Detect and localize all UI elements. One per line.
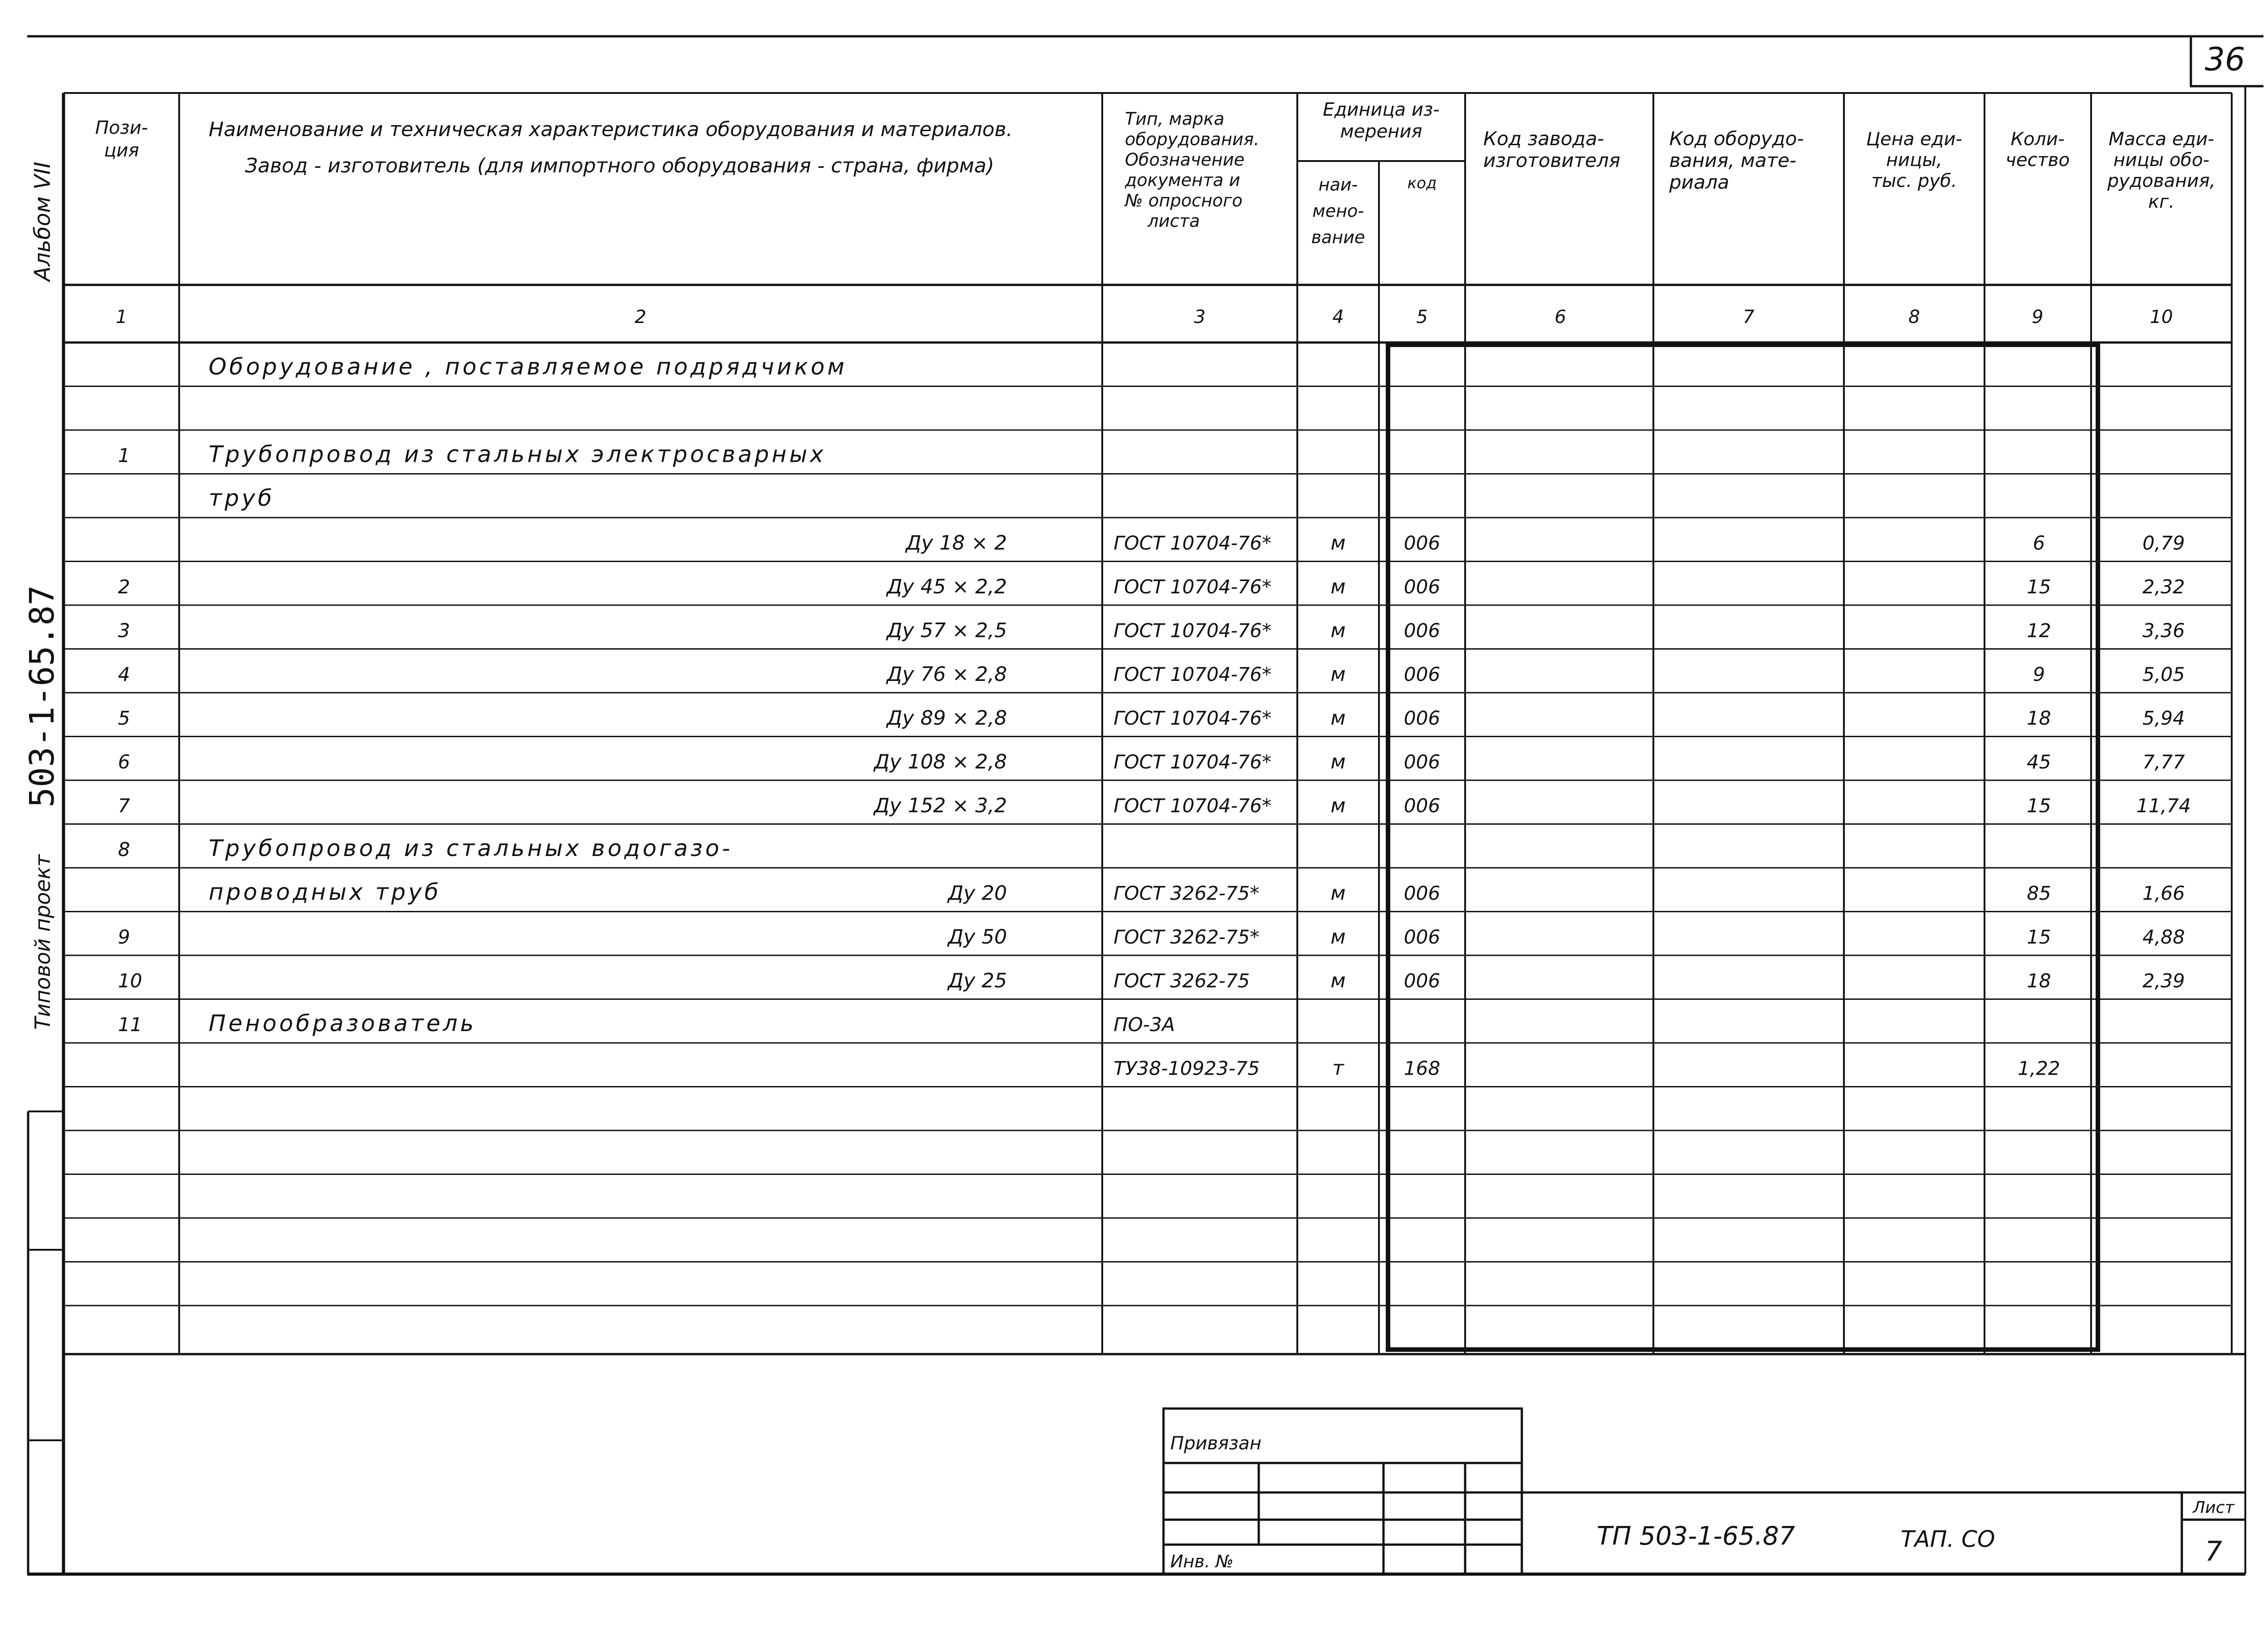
column-number: 4	[1332, 307, 1344, 328]
album-label: Альбом VII	[30, 161, 55, 281]
row-unit: м	[1330, 706, 1346, 730]
row-unit: м	[1330, 794, 1346, 817]
row-name: Оборудование , поставляемое подрядчиком	[209, 353, 847, 380]
row-quantity: 18	[2027, 969, 2051, 992]
row-mass: 5,94	[2142, 707, 2185, 729]
row-position: 11	[118, 1013, 142, 1036]
row-quantity: 6	[2033, 532, 2045, 554]
column-number: 10	[2150, 307, 2173, 328]
row-unit-code: 006	[1403, 532, 1441, 554]
row-unit: м	[1330, 575, 1346, 598]
row-name: Пенообразователь	[209, 1010, 477, 1037]
column-number: 2	[635, 307, 646, 328]
header-quantity: Коли-чество	[2005, 129, 2070, 171]
column-number: 8	[1908, 307, 1920, 328]
row-mass: 7,77	[2142, 751, 2185, 773]
row-unit: м	[1330, 881, 1346, 905]
table-row	[118, 707, 2185, 730]
row-quantity: 45	[2027, 751, 2051, 773]
stamp-inv-no-label: Инв. №	[1170, 1551, 1234, 1571]
header-name: Наименование и техническая характеристика оборудования и материалов. Завод - изготовитель (для импортного оборудования - страна, фирма)	[209, 118, 1013, 177]
row-position: 7	[118, 794, 130, 817]
row-unit-code: 006	[1403, 619, 1441, 642]
row-unit: м	[1330, 663, 1346, 686]
row-name: Трубопровод из стальных электросварных	[209, 441, 826, 468]
header-type: Тип, марка оборудования. Обозначение документа и № опросного листа	[1125, 109, 1260, 231]
row-unit: т	[1332, 1057, 1344, 1080]
row-unit: м	[1330, 531, 1346, 555]
row-size: Ду 108 × 2,8	[874, 750, 1007, 773]
row-size: Ду 45 × 2,2	[886, 575, 1007, 598]
row-size: Ду 89 × 2,8	[886, 706, 1007, 730]
row-type: ГОСТ 3262-75*	[1114, 926, 1260, 948]
title-list-number: 7	[2204, 1536, 2223, 1567]
table-body	[118, 354, 2191, 1080]
row-position: 4	[118, 663, 130, 685]
row-size: Ду 50	[948, 925, 1007, 949]
table-row	[118, 575, 2185, 598]
row-type: ГОСТ 3262-75	[1114, 969, 1250, 992]
table-row	[118, 794, 2191, 817]
row-position: 10	[118, 969, 142, 992]
title-sheet-code: ТАП. СО	[1901, 1526, 1995, 1552]
row-unit: м	[1330, 750, 1346, 773]
row-size: Ду 25	[948, 969, 1007, 993]
table-row	[118, 1010, 1175, 1037]
row-unit: м	[1330, 969, 1346, 993]
table-row	[118, 663, 2185, 686]
row-mass: 11,74	[2136, 794, 2191, 817]
table-row	[118, 969, 2185, 993]
row-unit-code: 006	[1403, 751, 1441, 773]
row-quantity: 85	[2027, 882, 2051, 905]
row-unit-code: 006	[1403, 663, 1441, 685]
project-label: Типовой проект	[30, 854, 55, 1030]
row-quantity: 15	[2027, 576, 2051, 598]
row-type: ГОСТ 10704-76*	[1114, 619, 1271, 642]
row-position: 6	[118, 751, 130, 773]
title-doc-code: ТП 503-1-65.87	[1597, 1521, 1795, 1551]
column-number: 9	[2032, 307, 2043, 328]
row-position: 1	[118, 444, 130, 467]
row-unit-code: 006	[1403, 707, 1441, 729]
row-quantity: 15	[2027, 926, 2051, 948]
row-size: Ду 20	[948, 881, 1007, 905]
row-size: Ду 57 × 2,5	[886, 619, 1007, 642]
row-position: 3	[118, 619, 130, 642]
row-unit-code: 006	[1403, 969, 1441, 992]
header-price: Цена еди-ницы, тыс. руб.	[1866, 129, 1962, 191]
code-zone-frame	[1388, 345, 2098, 1350]
header-factory-code: Код завода-изготовителя	[1483, 127, 1621, 171]
column-number: 7	[1743, 307, 1755, 328]
row-position: 9	[118, 926, 130, 948]
row-unit-code: 006	[1403, 882, 1441, 905]
row-size: Ду 152 × 3,2	[874, 794, 1007, 817]
table-row	[118, 835, 733, 861]
column-number: 3	[1194, 307, 1206, 328]
row-type: ГОСТ 10704-76*	[1114, 707, 1271, 729]
project-code-side: 503-1-65.87	[23, 585, 62, 807]
column-number-row	[116, 307, 2173, 328]
header-unit-name: наи-мено-вание	[1311, 175, 1365, 247]
row-mass: 2,39	[2142, 969, 2185, 992]
row-unit: м	[1330, 925, 1346, 949]
row-unit-code: 006	[1403, 576, 1441, 598]
row-type: ПО-3А	[1114, 1013, 1175, 1036]
row-type: ТУ38-10923-75	[1114, 1057, 1260, 1080]
row-mass: 0,79	[2142, 532, 2185, 554]
row-type: ГОСТ 10704-76*	[1114, 532, 1271, 554]
table-row	[1114, 1057, 2060, 1080]
row-mass: 4,88	[2142, 926, 2185, 948]
table-row	[118, 619, 2185, 642]
row-position: 5	[118, 707, 130, 729]
table-row	[209, 879, 2185, 905]
row-quantity: 18	[2027, 707, 2051, 729]
column-number: 1	[116, 307, 127, 328]
table-header	[95, 99, 2215, 247]
row-type: ГОСТ 10704-76*	[1114, 751, 1271, 773]
row-position: 8	[118, 838, 130, 861]
column-number: 5	[1416, 307, 1428, 328]
row-type: ГОСТ 10704-76*	[1114, 576, 1271, 598]
row-quantity: 1,22	[2018, 1057, 2060, 1080]
header-unit-code: код	[1407, 174, 1437, 192]
row-mass: 5,05	[2142, 663, 2185, 685]
column-number: 6	[1554, 307, 1566, 328]
header-unit-group: Единица из-мерения	[1323, 99, 1440, 142]
row-unit: м	[1330, 619, 1346, 642]
row-unit-code: 006	[1403, 794, 1441, 817]
row-name: Трубопровод из стальных водогазо-	[209, 835, 733, 861]
sheet-number: 36	[2204, 41, 2245, 78]
row-quantity: 15	[2027, 794, 2051, 817]
row-size: Ду 18 × 2	[905, 531, 1007, 555]
table-row	[905, 532, 2185, 555]
row-mass: 2,32	[2142, 576, 2185, 598]
table-row	[118, 441, 826, 468]
stamp-attached-label: Привязан	[1170, 1433, 1262, 1454]
table-row	[209, 354, 847, 380]
row-name: проводных труб	[209, 879, 441, 905]
row-size: Ду 76 × 2,8	[886, 663, 1007, 686]
row-name: труб	[209, 485, 275, 511]
row-unit-code: 006	[1403, 926, 1441, 948]
table-row	[118, 925, 2185, 949]
header-equipment-code: Код оборудо-вания, мате-риала	[1669, 127, 1804, 193]
row-unit-code: 168	[1403, 1057, 1441, 1080]
row-mass: 1,66	[2142, 882, 2185, 905]
row-quantity: 12	[2027, 619, 2051, 642]
table-row	[209, 485, 274, 511]
table-row	[118, 750, 2185, 773]
row-quantity: 9	[2033, 663, 2045, 685]
header-mass: Масса еди-ницы обо-рудования, кг.	[2107, 129, 2216, 212]
title-list-label: Лист	[2193, 1498, 2234, 1517]
row-type: ГОСТ 10704-76*	[1114, 663, 1271, 685]
header-position: Пози-ция	[95, 117, 148, 161]
row-mass: 3,36	[2142, 619, 2185, 642]
row-position: 2	[118, 576, 130, 598]
row-type: ГОСТ 3262-75*	[1114, 882, 1260, 905]
row-type: ГОСТ 10704-76*	[1114, 794, 1271, 817]
